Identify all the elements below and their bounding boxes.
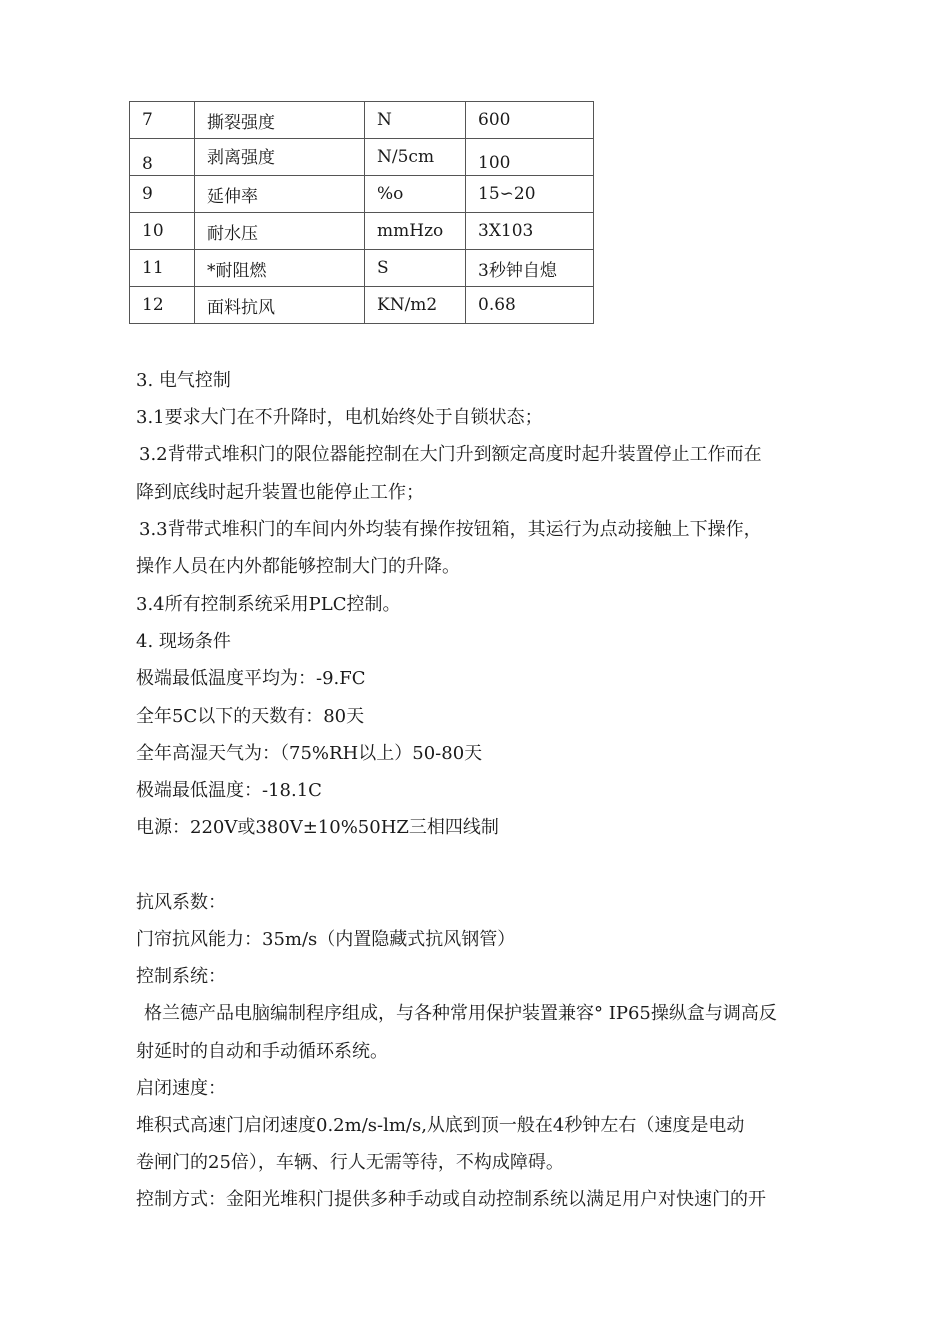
property-unit: S xyxy=(365,250,466,287)
property-unit: mmHzo xyxy=(365,213,466,250)
property-name: 面料抗风 xyxy=(195,287,365,324)
row-number: 7 xyxy=(130,102,195,139)
row-number: 10 xyxy=(130,213,195,250)
row-number: 11 xyxy=(130,250,195,287)
property-unit: %o xyxy=(365,176,466,213)
property-value: 3秒钟自熄 xyxy=(466,250,594,287)
paragraph-line: 全年高湿天气为：（75%RH以上）50-80天 xyxy=(136,743,483,764)
property-value: 100 xyxy=(466,139,594,176)
paragraph-line: 射延时的自动和手动循环系统。 xyxy=(136,1041,388,1062)
property-name: 剥离强度 xyxy=(195,139,365,176)
paragraph-line: 极端最低温度：-18.1C xyxy=(136,780,322,801)
row-number: 8 xyxy=(130,139,195,176)
paragraph-line: 3.3背带式堆积门的车间内外均装有操作按钮箱，其运行为点动接触上下操作， xyxy=(139,519,762,540)
paragraph-line: 操作人员在内外都能够控制大门的升降。 xyxy=(136,556,460,577)
property-name: 延伸率 xyxy=(195,176,365,213)
property-value: 3X103 xyxy=(466,213,594,250)
paragraph-line: 3.4所有控制系统采用PLC控制。 xyxy=(136,594,401,615)
paragraph-line: 格兰德产品电脑编制程序组成，与各种常用保护装置兼容° IP65操纵盒与调高反 xyxy=(144,1003,777,1024)
property-unit: N/5cm xyxy=(365,139,466,176)
paragraph-line: 降到底线时起升装置也能停止工作； xyxy=(136,482,424,503)
property-unit: KN/m2 xyxy=(365,287,466,324)
paragraph-line: 卷闸门的25倍），车辆、行人无需等待，不构成障碍。 xyxy=(136,1152,564,1173)
row-number: 9 xyxy=(130,176,195,213)
paragraph-line: 门帘抗风能力：35m/s（内置隐藏式抗风钢管） xyxy=(136,929,516,950)
paragraph-line: 抗风系数： xyxy=(136,892,226,913)
section-heading: 3. 电气控制 xyxy=(136,370,231,391)
paragraph-line: 堆积式高速门启闭速度0.2m/s-lm/s,从底到顶一般在4秒钟左右（速度是电动 xyxy=(136,1115,745,1136)
paragraph-line: 极端最低温度平均为：-9.FC xyxy=(136,668,366,689)
property-name: *耐阻燃 xyxy=(195,250,365,287)
paragraph-line: 3.1要求大门在不升降时，电机始终处于自锁状态； xyxy=(136,407,543,428)
row-number: 12 xyxy=(130,287,195,324)
paragraph-line: 控制方式：金阳光堆积门提供多种手动或自动控制系统以满足用户对快速门的开 xyxy=(136,1189,766,1210)
paragraph-line: 控制系统： xyxy=(136,966,226,987)
property-name: 耐水压 xyxy=(195,213,365,250)
paragraph-line: 全年5C以下的天数有：80天 xyxy=(136,706,365,727)
property-value: 0.68 xyxy=(466,287,594,324)
paragraph-line: 启闭速度： xyxy=(136,1078,226,1099)
paragraph-line: 3.2背带式堆积门的限位器能控制在大门升到额定高度时起升装置停止工作而在 xyxy=(139,444,762,465)
property-value: 15∽20 xyxy=(466,176,594,213)
section-heading: 4. 现场条件 xyxy=(136,631,231,652)
property-name: 撕裂强度 xyxy=(195,102,365,139)
property-unit: N xyxy=(365,102,466,139)
property-value: 600 xyxy=(466,102,594,139)
paragraph-line: 电源：220V或380V±10%50HZ三相四线制 xyxy=(136,817,499,838)
